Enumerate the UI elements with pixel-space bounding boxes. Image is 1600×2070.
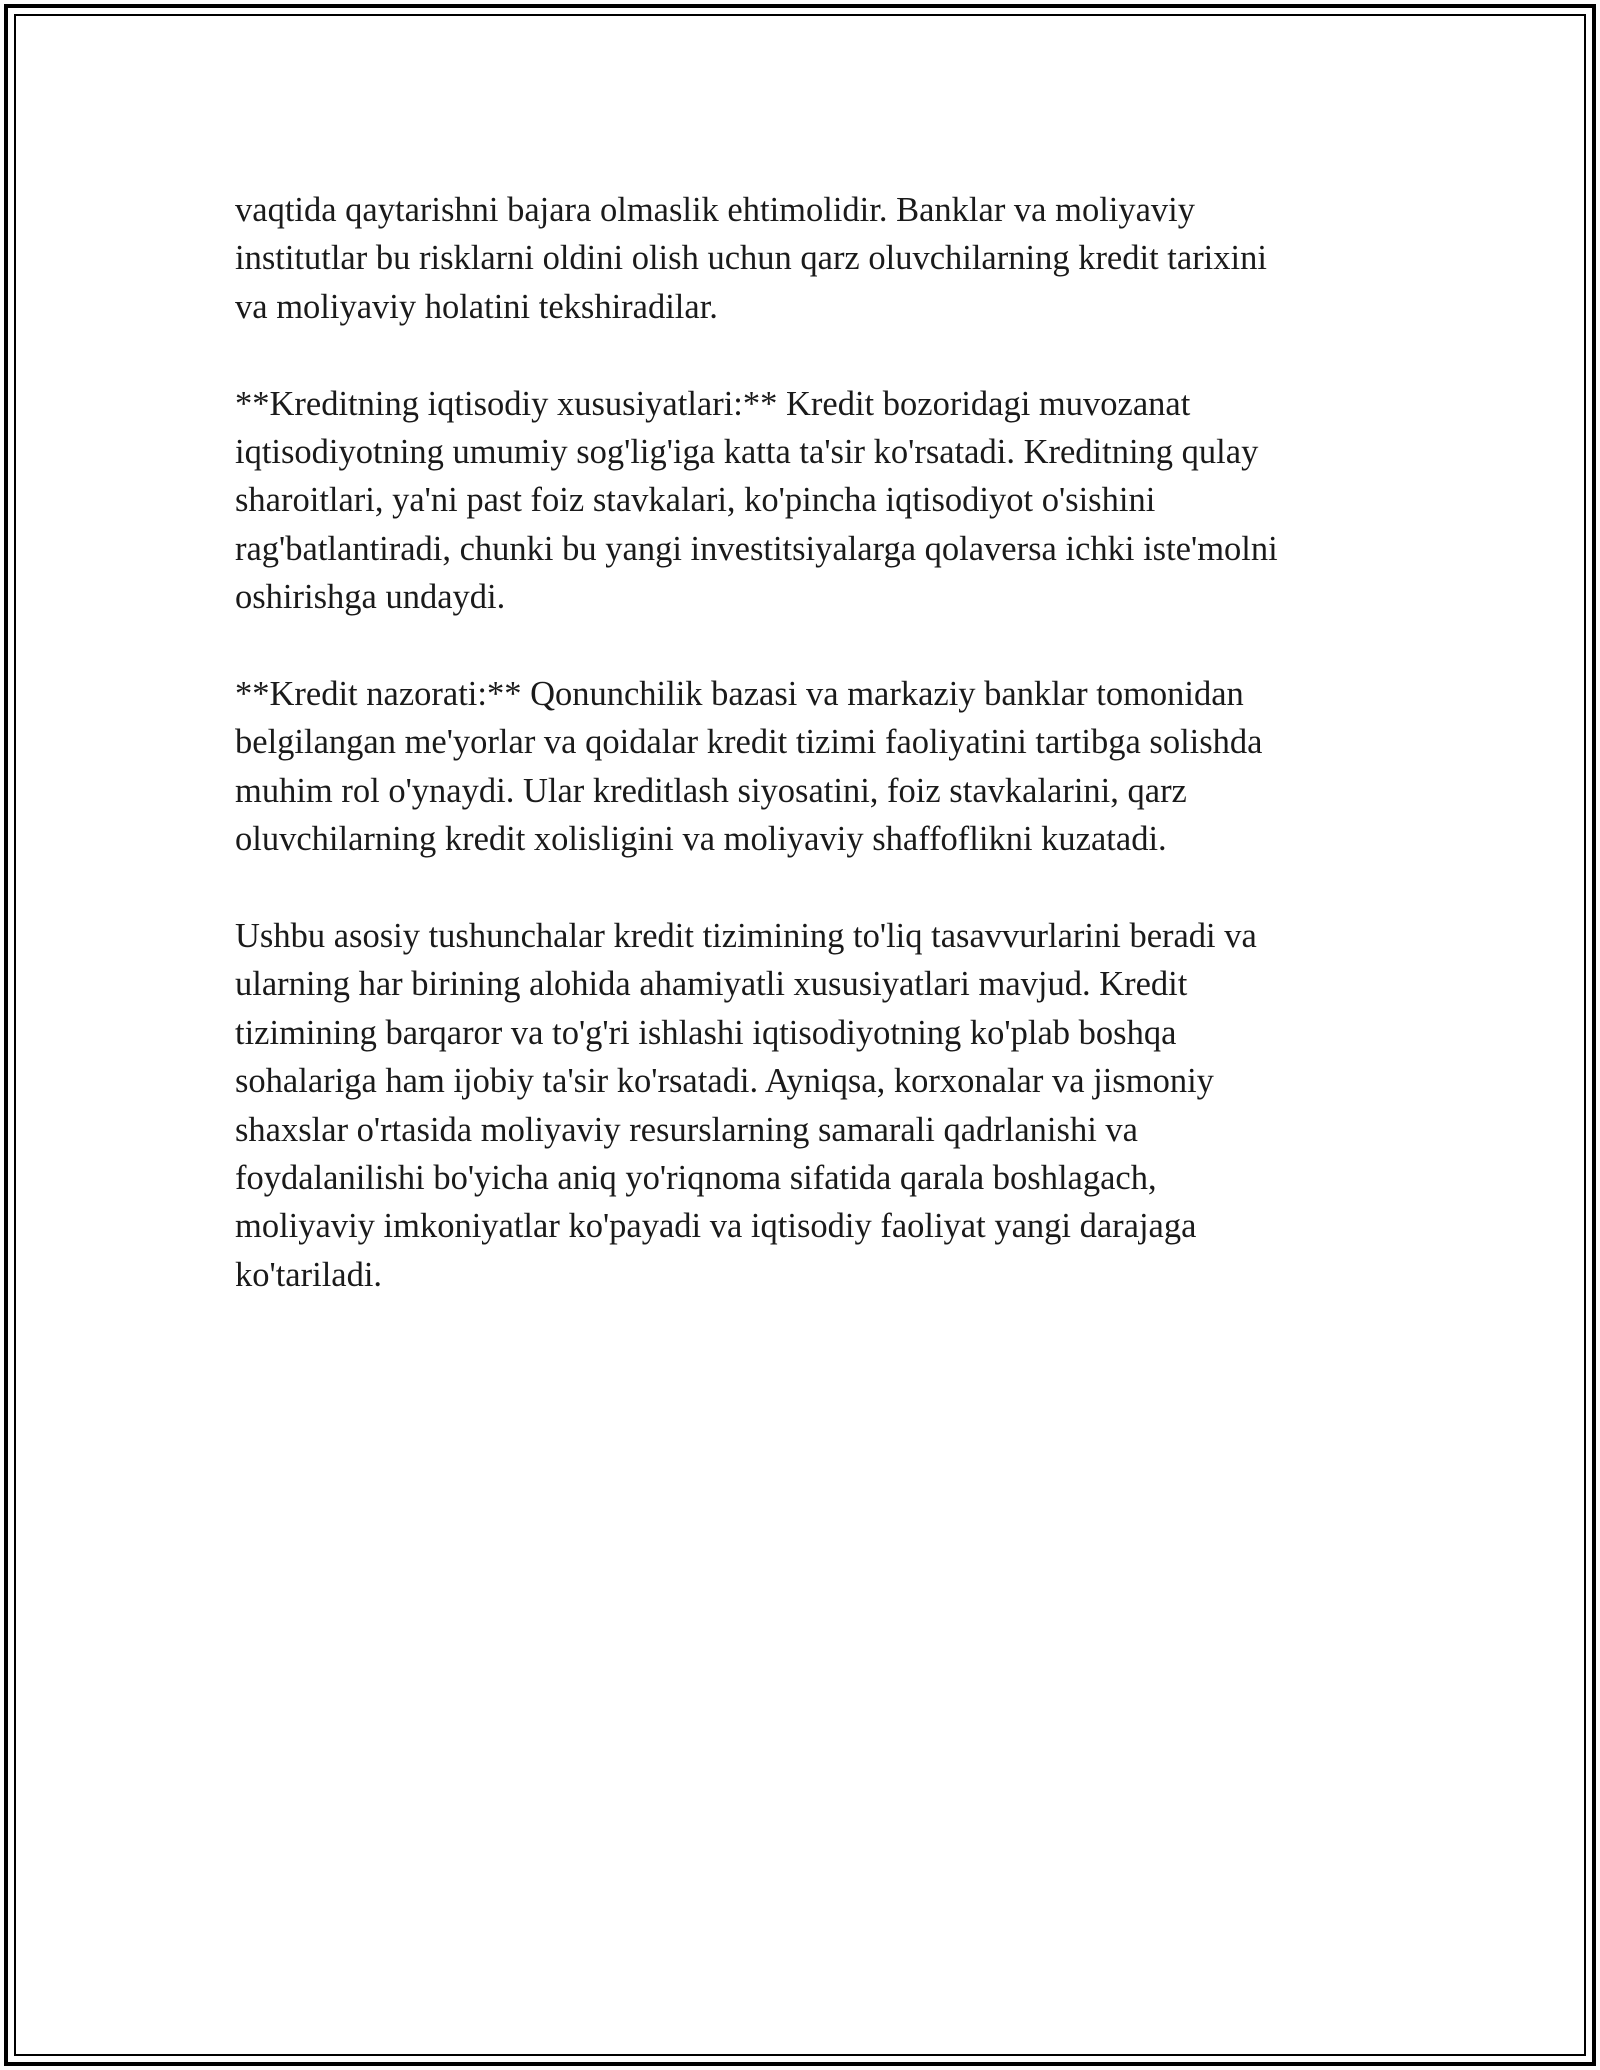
document-body — [235, 186, 1365, 1348]
paragraph-credit-control: **Kredit nazorati:** Qonunchilik bazasi va markaziy banklar tomonidan belgilangan me'yorlar va qoidalar kredit tizimi faoliyatini tartibga solishda muhim rol o'ynaydi. Ular kreditlash siyosatini, foiz stavkalarini, qarz oluvchilarning kredit xolisligini va moliyaviy shaffoflikni kuzatadi. — [235, 675, 1263, 859]
paragraph-economic-features: **Kreditning iqtisodiy xususiyatlari:** Kredit bozoridagi muvozanat iqtisodiyotning umumiy sog'lig'iga katta ta'sir ko'rsatadi. Kreditning qulay sharoitlari, ya'ni past foiz stavkalari, ko'pincha iqtisodiyot o'sishini rag'batlantiradi, chunki bu yangi investitsiyalarga qolaversa ichki iste'molni oshirishga undaydi. — [235, 384, 1278, 617]
paragraph-conclusion: Ushbu asosiy tushunchalar kredit tizimining to'liq tasavvurlarini beradi va ularning har birining alohida ahamiyatli xususiyatlari mavjud. Kredit tizimining barqaror va to'g'ri ishlashi iqtisodiyotning ko'plab boshqa sohalariga ham ijobiy ta'sir ko'rsatadi. Ayniqsa, korxonalar va jismoniy shaxslar o'rtasida moliyaviy resurslarning samarali qadrlanishi va foydalanilishi bo'yicha aniq yo'riqnoma sifatida qarala boshlagach, moliyaviy imkoniyatlar ko'payadi va iqtisodiy faoliyat yangi darajaga ko'tariladi. — [235, 917, 1257, 1294]
paragraph-credit-risk: vaqtida qaytarishni bajara olmaslik ehtimolidir. Banklar va moliyaviy institutlar bu risklarni oldini olish uchun qarz oluvchilarning kredit tarixini va moliyaviy holatini tekshiradilar. — [235, 191, 1267, 326]
